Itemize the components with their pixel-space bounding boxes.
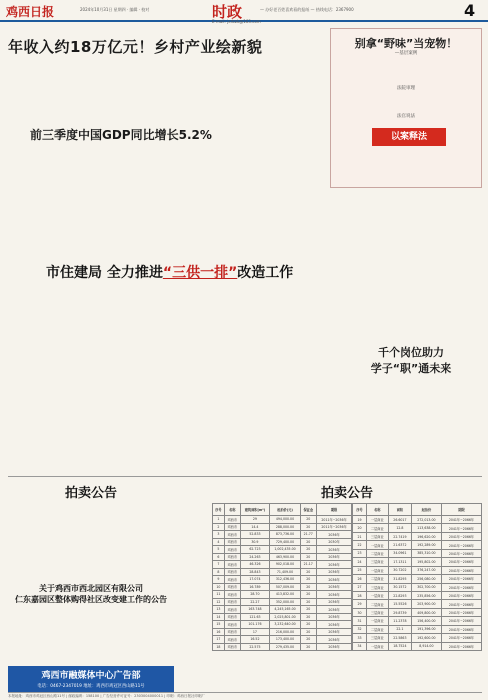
gdp-headline: 前三季度中国GDP同比增长5.2% [30,128,212,142]
table-cell: 23 [353,549,366,557]
table-cell: 2036年 [316,613,352,621]
table-cell: 鸡西市 [224,531,240,539]
table-cell: 2041年~2066年 [441,549,481,557]
sidebox-body-3 [336,120,476,128]
table-cell: 14 [213,613,225,621]
table-cell: 2036年 [316,643,352,651]
table-cell: 20 [300,583,316,591]
table-cell: 27 [353,583,366,591]
table-row [213,613,352,621]
table-cell: 20 [300,643,316,651]
table-cell: 鸡西市 [224,576,240,584]
table-cell: 46.326 [240,561,270,569]
table-cell: 256,080.00 [411,575,441,583]
table-cell: 18.7524 [388,642,411,650]
table-header: 期限 [441,504,481,516]
page-number: 4 [464,1,476,20]
table-cell: 2,025,801.00 [270,613,301,621]
table-cell: 11.2378 [388,617,411,625]
ad-banner [8,666,174,692]
table-row [213,561,352,569]
table-cell: 三层商业 [366,532,388,540]
table-cell: 3,232,640.00 [270,621,301,629]
table-cell: 18 [213,643,225,651]
table-cell: 20 [300,628,316,636]
table-cell: 12.8 [388,524,411,532]
table-row [213,553,352,561]
table-row [353,642,482,650]
auction-left-column [8,482,174,657]
table-cell: 30.9 [240,538,270,546]
table-cell: 16.789 [240,583,270,591]
table-cell: 191,396.00 [411,625,441,633]
table-cell: 2011年~2036年 [316,523,352,531]
table-cell: 22.5863 [388,634,411,642]
table-cell: 一层商业 [366,617,388,625]
tagline: — 办好老百姓喜欢看的报纸 — 热线电话：2367900 [260,7,354,12]
auction-table-right [352,503,482,651]
main-article-body [8,58,324,110]
table-header: 序号 [213,504,225,516]
table-cell: 22.27 [240,598,270,606]
table-cell: 鸡西市 [224,523,240,531]
table-cell: 10 [213,583,225,591]
table-cell: 352,000.00 [270,598,301,606]
table-cell: 121.63 [240,613,270,621]
table-cell: 302,700.00 [411,583,441,591]
table-header: 起拍价 [411,504,441,516]
table-cell: 3 [213,531,225,539]
table-header: 名称 [224,504,240,516]
table-cell: 21.6372 [388,541,411,549]
table-cell: 15.5526 [388,600,411,608]
auction-left-title: 拍卖公告 [64,486,117,501]
table-cell: 62.723 [240,546,270,554]
city-article-body-2 [8,318,324,426]
masthead [0,0,488,22]
table-row [353,566,482,574]
table-cell: 7 [213,561,225,569]
table-cell: 20 [300,516,316,524]
table-row [213,516,352,524]
table-cell: 鸡西市 [224,621,240,629]
table-cell: 22.575 [240,643,270,651]
table-cell: 20 [353,524,366,532]
table-row [353,524,482,532]
table-cell: 21 [353,532,366,540]
table-cell: 30.1572 [388,583,411,591]
table-cell: 2041年~2066年 [441,516,481,524]
table-cell: 2041年~2066年 [441,634,481,642]
table-cell: 鸡西市 [224,591,240,599]
notice-body [8,609,174,657]
table-cell: 29 [353,600,366,608]
table-cell: 16.52 [240,636,270,644]
table-cell: 8 [213,568,225,576]
table-cell: 1,002,435.00 [270,546,301,554]
table-row [353,625,482,633]
table-cell: 29 [240,516,270,524]
table-cell: 一层商业 [366,591,388,599]
table-row [213,628,352,636]
table-cell: 25 [353,566,366,574]
table-row [213,583,352,591]
table-cell: 20 [300,553,316,561]
table-cell: 203,900.00 [411,600,441,608]
table-cell: 28.70 [240,591,270,599]
table-cell: 2011年~2036年 [316,516,352,524]
email-line: E-mail: jxrbzk@163.com [212,19,261,24]
table-cell: 5 [213,546,225,554]
table-cell: 20 [300,613,316,621]
jobs-headline: 千个岗位助力 学子“职”通未来 [370,346,452,375]
table-cell: 192,600.00 [411,634,441,642]
table-cell: 鸡西市 [224,553,240,561]
table-cell: 2036年 [316,621,352,629]
auction-right-title: 拍卖公告 [320,486,373,501]
table-cell: 17.074 [240,576,270,584]
table-cell: 20 [300,621,316,629]
table-cell: 2030年 [316,538,352,546]
table-header: 面积 [388,504,411,516]
table-cell: 2041年~2066年 [441,617,481,625]
table-cell: 17 [240,628,270,636]
divider [8,476,482,477]
table-row [353,600,482,608]
table-cell: 鸡西市 [224,546,240,554]
table-cell: 2036年 [316,561,352,569]
table-row [213,598,352,606]
table-row [353,634,482,642]
table-cell: 2041年~2066年 [441,591,481,599]
table-cell: 鸡西市 [224,606,240,614]
table-header: 起拍价(元) [270,504,301,516]
table-cell: 2036年 [316,553,352,561]
newspaper-logo: 鸡西日报 [6,5,55,19]
footer: 本报地址：鸡西市鸡冠区西山路11号 | 邮政编码：158100 | 广告经营许可证号：2303004000011 | 印刷：鸡西日报社印刷厂 [8,692,482,699]
table-cell: 20 [300,636,316,644]
table-cell: 20 [300,591,316,599]
table-cell: 一层商业 [366,566,388,574]
table-cell: 494,000.00 [270,516,301,524]
table-cell: 196,620.00 [411,532,441,540]
table-cell: 385,310.00 [411,549,441,557]
table-cell: 729,400.00 [270,538,301,546]
table-cell: 29.8739 [388,608,411,616]
main-headline: 年收入约18万亿元！乡村产业绘新貌 [8,38,263,56]
table-cell: 2036年 [316,568,352,576]
sidebox-subtitle: —基层案例 [394,51,418,56]
table-cell: 三层商业 [366,608,388,616]
table-cell: 163.748 [240,606,270,614]
jobs-article-body [330,378,482,468]
table-cell: 24 [353,558,366,566]
table-cell: 17.1311 [388,558,411,566]
table-cell: 鸡西市 [224,516,240,524]
sidebox-role-court: 法院审理 [397,86,415,91]
table-cell: 鸡西市 [224,598,240,606]
ad-title: 鸡西市融媒体中心广告部 [41,671,141,681]
table-cell: 195,802.00 [411,558,441,566]
table-cell: 2036年 [316,606,352,614]
table-cell: 21.77 [300,531,316,539]
notice-title: 关于鸡西市西北园区有限公司 仁东嘉园区整体购得社区改变建工作的公告 [15,584,167,604]
table-row [353,532,482,540]
table-cell: 156,400.00 [411,617,441,625]
table-cell: 13 [213,606,225,614]
city-headline [46,262,336,282]
table-cell: 30 [353,608,366,616]
table-cell: 507,009.00 [270,583,301,591]
table-cell: 288,000.00 [270,523,301,531]
section-title: 时政 [212,3,243,21]
table-row [213,568,352,576]
table-cell: 三层商业 [366,558,388,566]
table-row [213,621,352,629]
table-row [213,636,352,644]
table-cell: 26.6017 [388,516,411,524]
table-cell: 2041年~2066年 [441,575,481,583]
table-cell: 22 [353,541,366,549]
table-cell: 376,247.00 [411,566,441,574]
table-cell: 272,013.00 [411,516,441,524]
city-headline-suffix: 改造工作 [237,265,294,281]
ad-subtitle: 电话：0467-2347019 地址：鸡西市鸡冠区西山路11号 [37,684,145,689]
table-cell: 一层商业 [366,642,388,650]
table-cell: 192,289.00 [411,541,441,549]
table-row [353,575,482,583]
table-cell: 二层商业 [366,625,388,633]
table-cell: 鸡西市 [224,613,240,621]
table-cell: 12 [213,598,225,606]
table-row [213,531,352,539]
table-cell: 20 [300,606,316,614]
table-cell: 33 [353,634,366,642]
table-row [353,558,482,566]
table-cell: 二层商业 [366,524,388,532]
table-cell: 22.7419 [388,532,411,540]
city-article-body [8,282,476,316]
table-cell: 20 [300,598,316,606]
table-header: 保证金 [300,504,316,516]
table-cell: 鸡西市 [224,636,240,644]
table-cell: 28 [353,591,366,599]
table-cell: 71,409.00 [270,568,301,576]
table-row [213,546,352,554]
table-cell: 鸡西市 [224,643,240,651]
table-cell: 312,436.00 [270,576,301,584]
table-cell: 14.4 [240,523,270,531]
sidebox-body [336,57,476,83]
table-cell: 1 [213,516,225,524]
case-stamp: 以案释法 [372,128,446,146]
table-cell: 31.8295 [388,575,411,583]
table-cell: 9 [213,576,225,584]
table-cell: 鸡西市 [224,561,240,569]
table-cell: 6 [213,553,225,561]
table-row [353,516,482,524]
table-cell: 20 [300,523,316,531]
table-cell: 20 [300,568,316,576]
table-cell: 2036年 [316,628,352,636]
table-cell: 413,832.00 [270,591,301,599]
table-cell: 2041年~2066年 [441,541,481,549]
table-cell: 24.263 [240,553,270,561]
auction-table-left [212,503,352,651]
table-row [353,591,482,599]
table-cell: 31 [353,617,366,625]
table-cell: 2041年~2066年 [441,608,481,616]
table-cell: 8,914.00 [411,642,441,650]
table-cell: 鸡西市 [224,628,240,636]
table-row [213,523,352,531]
table-cell: 19 [353,516,366,524]
table-cell: 101.176 [240,621,270,629]
table-cell: 三层商业 [366,583,388,591]
table-cell: 一层商业 [366,541,388,549]
gdp-article-body [8,145,324,195]
table-row [213,643,352,651]
table-cell: 235,856.00 [411,591,441,599]
auction-right-column [212,482,482,651]
table-cell: 463,900.00 [270,553,301,561]
table-cell: 2041年~2066年 [441,600,481,608]
table-cell: 873,736.00 [270,531,301,539]
table-row [213,576,352,584]
table-cell: 2041年~2066年 [441,532,481,540]
table-header: 序号 [353,504,366,516]
table-cell: 16 [213,628,225,636]
sidebox-body-2 [336,92,476,112]
auction-left-body [8,505,174,577]
table-row [353,541,482,549]
city-headline-prefix: 市住建局 全力推进 [46,265,163,281]
table-row [353,583,482,591]
table-cell: 二层商业 [366,549,388,557]
table-cell: 20 [300,538,316,546]
table-cell: 一层商业 [366,516,388,524]
table-cell: 4 [213,538,225,546]
table-cell: 20 [300,576,316,584]
sidebox-role-judge: 法官说法 [397,114,415,119]
table-cell: 鸡西市 [224,538,240,546]
city-headline-emphasis: “三供一排” [162,265,238,281]
sidebox-title: 别拿“野味”当宠物！ [354,37,458,50]
table-cell: 22.8293 [388,591,411,599]
table-header: 建筑面积(m²) [240,504,270,516]
table-cell: 三层商业 [366,634,388,642]
table-cell: 鸡西市 [224,568,240,576]
case-sidebox [330,28,482,188]
table-cell: 2041年~2066年 [441,583,481,591]
table-cell: 15 [213,621,225,629]
table-cell: 902,018.00 [270,561,301,569]
table-cell: 279,435.00 [270,643,301,651]
table-header: 名称 [366,504,388,516]
table-cell: 34 [353,642,366,650]
table-cell: 4,245,165.00 [270,606,301,614]
table-cell: 鸡西市 [224,583,240,591]
table-cell: 2036年 [316,531,352,539]
table-cell: 20 [300,546,316,554]
table-cell: 2041年~2066年 [441,524,481,532]
table-header: 期限 [316,504,352,516]
table-cell: 2 [213,523,225,531]
table-row [213,538,352,546]
table-cell: 21.17 [300,561,316,569]
table-cell: 173,400.00 [270,636,301,644]
table-cell: 34.0961 [388,549,411,557]
table-cell: 30.7202 [388,566,411,574]
table-cell: 113,638.00 [411,524,441,532]
table-cell: 2036年 [316,591,352,599]
table-cell: 216,000.00 [270,628,301,636]
table-cell: 17 [213,636,225,644]
table-cell: 32 [353,625,366,633]
table-row [213,606,352,614]
date-line: 2024年10月31日 星期四 · 编辑 · 校对 [80,7,150,12]
table-cell: 26 [353,575,366,583]
table-row [353,617,482,625]
table-cell: 二层商业 [366,575,388,583]
table-cell: 28.843 [240,568,270,576]
table-cell: 2036年 [316,546,352,554]
table-cell: 2041年~2066年 [441,558,481,566]
table-cell: 11 [213,591,225,599]
table-cell: 2041年~2066年 [441,566,481,574]
table-cell: 22.1 [388,625,411,633]
table-cell: 52.833 [240,531,270,539]
table-cell: 409,800.00 [411,608,441,616]
table-cell: 2036年 [316,598,352,606]
table-cell: 2041年~2066年 [441,625,481,633]
table-cell: 2041年~2066年 [441,642,481,650]
table-row [353,608,482,616]
table-row [353,549,482,557]
table-row [213,591,352,599]
table-cell: 2036年 [316,636,352,644]
table-cell: 2036年 [316,576,352,584]
table-cell: 2036年 [316,583,352,591]
table-cell: 二层商业 [366,600,388,608]
